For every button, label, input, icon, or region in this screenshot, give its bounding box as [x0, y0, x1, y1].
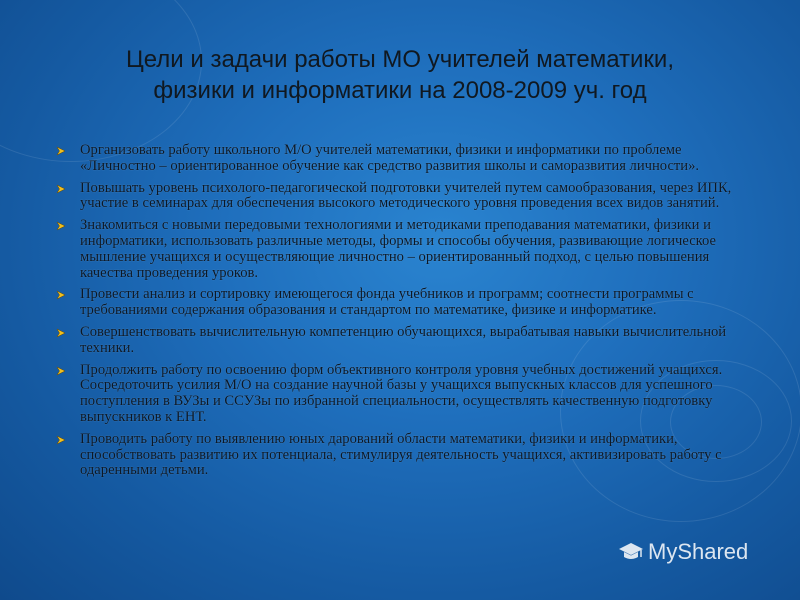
watermark — [618, 539, 748, 565]
bullet-arrow-icon — [56, 221, 66, 231]
bullet-text: Организовать работу школьного М/О учителей математики, физики и информатики по проблеме «Личностно – ориентированное обучение как средство развития школы и саморазвития личности». — [80, 142, 700, 174]
bullet-arrow-icon — [56, 366, 66, 376]
bullet-arrow-icon — [56, 290, 66, 300]
bullet-arrow-icon — [56, 328, 66, 338]
bullet-item — [56, 181, 756, 213]
slide-title — [40, 44, 760, 106]
bullet-text: Провести анализ и сортировку имеющегося фонда учебников и программ; соотнести программы с требованиями содержания образования и стандартом по математике, физике и информатике. — [80, 286, 694, 319]
watermark-text: MyShared — [648, 539, 749, 564]
bullet-arrow-icon — [56, 146, 66, 156]
bullet-text: Проводить работу по выявлению юных дарований области математики, физики и информатики, способствовать развитию их потенциала, стимулируя деятельность учащихся, активизировать работу с одаренными детьми. — [80, 430, 722, 479]
bullet-item — [56, 325, 756, 357]
slide-title-line-1: Цели и задачи работы МО учителей математики, — [125, 46, 674, 73]
bullet-text: Знакомиться с новыми передовыми технологиями и методиками преподавания математики, физики и информатики, использовать различные методы, формы и способы обучения, развивающие логическое мышление учащихся и осуществляющие личностно – ориентированный подход, с целью повышения качества проведения уроков. — [80, 217, 716, 281]
bullet-item — [56, 218, 756, 281]
bullet-item — [56, 143, 756, 175]
bullet-text: Совершенствовать вычислительную компетенцию обучающихся, вырабатывая навыки вычислительной техники. — [80, 323, 727, 356]
bullet-arrow-icon — [56, 184, 66, 194]
bullet-item — [56, 432, 756, 479]
bullet-text: Продолжить работу по освоению форм объективного контроля уровня учебных достижений учащихся. Сосредоточить усилия М/О на создание научной базы у учащихся выпускных классов для успешного поступления в ВУЗы и ССУЗы по избранной специальности, осуществлять качественную подготовку выпускников к ЕНТ. — [80, 361, 723, 425]
slide-title-line-2: физики и информатики на 2008-2009 уч. год — [153, 77, 647, 104]
bullet-item — [56, 363, 756, 426]
bullet-arrow-icon — [56, 435, 66, 445]
bullet-list — [56, 143, 756, 485]
mortarboard-icon — [618, 541, 644, 563]
bullet-text: Повышать уровень психолого-педагогической подготовки учителей путем самообразования, через ИПК, участие в семинарах для обеспечения высокого методического уровня проведения всех видов занятий. — [80, 179, 732, 212]
bullet-item — [56, 287, 756, 319]
